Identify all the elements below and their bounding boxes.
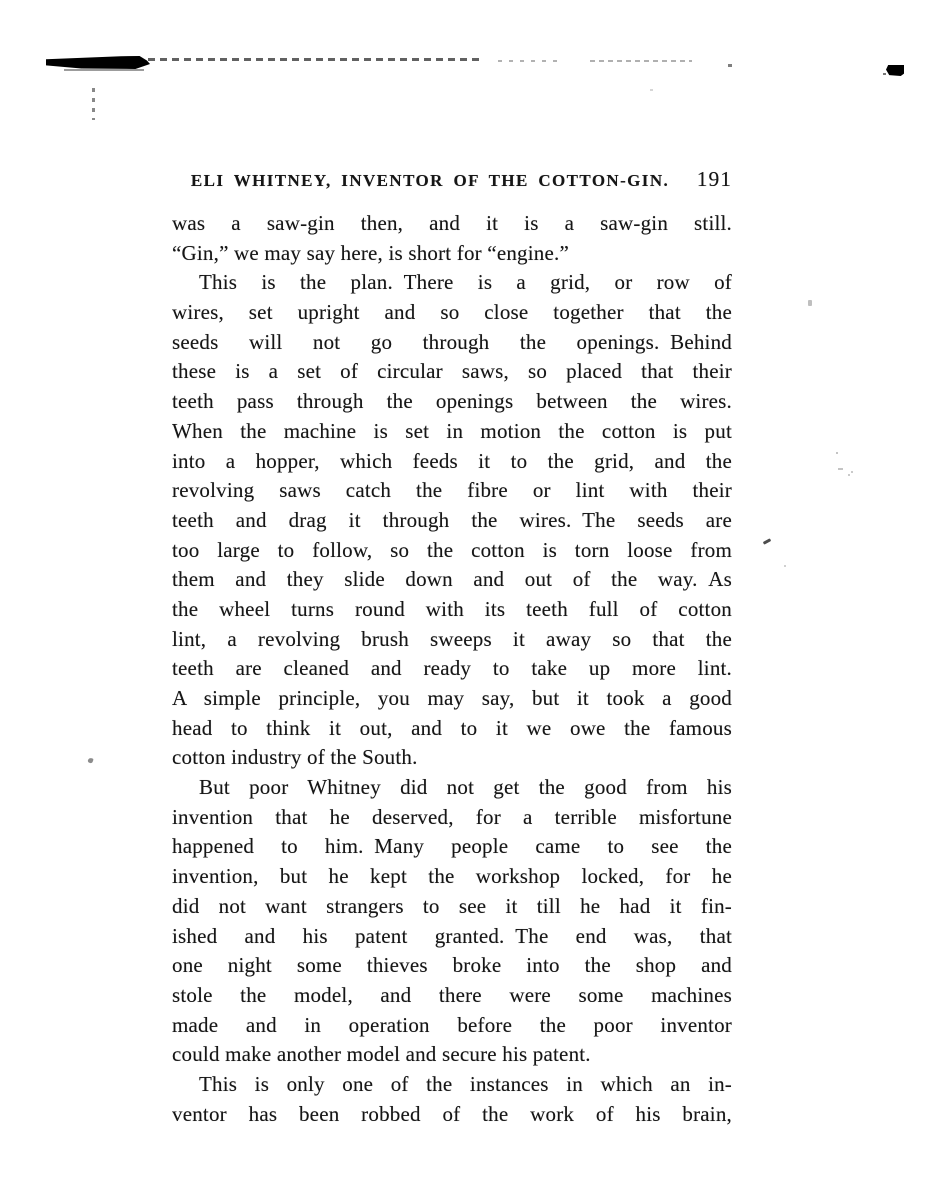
scan-dust-speck [808,300,812,306]
text-line: ished and his patent granted. The end was, that [172,923,732,948]
text-line: these is a set of circular saws, so placed that their [172,359,732,384]
scan-dashed-line-main [148,58,480,61]
text-line: cotton industry of the South. [172,745,418,770]
scan-dust-speck [838,468,843,470]
text-line: This is only one of the instances in which an in- [199,1071,732,1096]
text-line: “Gin,” we may say here, is short for “engine.” [172,240,569,265]
text-line: too large to follow, so the cotton is torn loose from [172,537,732,562]
scan-smudge-top-right-dot [883,73,886,75]
text-line: ventor has been robbed of the work of his brain, [172,1101,732,1126]
text-line: one night some thieves broke into the shop and [172,953,732,978]
text-line: could make another model and secure his patent. [172,1042,591,1067]
paragraph [172,1070,732,1129]
text-line: A simple principle, you may say, but it took a good [172,686,732,710]
text-line: seeds will not go through the openings. Behind [172,329,732,354]
page-number: 191 [696,167,732,191]
scan-dust-speck [848,474,850,476]
text-line: was a saw-gin then, and it is a saw-gin still. [172,211,732,235]
text-line: into a hopper, which feeds it to the grid, and the [172,448,732,473]
scan-smudge-top-left [46,56,150,69]
scan-dust-speck [784,565,786,567]
text-line: the wheel turns round with its teeth full of cotton [172,596,732,621]
text-line: When the machine is set in motion the cotton is put [172,418,732,443]
scan-dust-speck [650,89,653,91]
scan-ink-comma-mark [87,757,93,763]
paragraph [172,209,732,268]
paragraph [172,268,732,773]
text-line: did not want strangers to see it till he had it fin- [172,893,732,918]
paragraph [172,773,732,1070]
scan-smudge-top-right [886,65,904,76]
text-line: invention that he deserved, for a terrible misfortune [172,804,732,829]
scan-tick-mark [728,64,732,67]
body-text [172,209,732,1129]
text-line: teeth are cleaned and ready to take up more lint. [172,656,732,681]
scan-dust-speck [836,452,838,454]
scan-dashed-line-sparse [498,60,560,62]
text-line: them and they slide down and out of the way. As [172,567,732,592]
page-header [172,167,732,193]
text-line: teeth and drag it through the wires. The seeds are [172,507,732,532]
scan-smudge-underline [64,69,144,71]
text-line: But poor Whitney did not get the good from his [199,775,732,800]
text-line: teeth pass through the openings between the wires. [172,389,732,414]
text-line: invention, but he kept the workshop locked, for he [172,864,732,889]
scan-dust-speck [851,471,853,473]
scan-ink-accent-mark [763,538,771,544]
text-line: head to think it out, and to it we owe the famous [172,715,732,740]
text-line: stole the model, and there were some machines [172,982,732,1007]
text-line: wires, set upright and so close together that the [172,300,732,325]
scan-dotted-column-left [92,88,95,120]
text-line: revolving saws catch the fibre or lint with their [172,478,732,503]
scan-dashed-line-faint [590,60,692,62]
text-line: happened to him. Many people came to see the [172,834,732,859]
running-head-title: ELI WHITNEY, INVENTOR OF THE COTTON-GIN. [190,171,670,190]
text-line: lint, a revolving brush sweeps it away so that the [172,626,732,651]
text-line: made and in operation before the poor inventor [172,1012,732,1037]
text-line: This is the plan. There is a grid, or row of [199,270,732,295]
